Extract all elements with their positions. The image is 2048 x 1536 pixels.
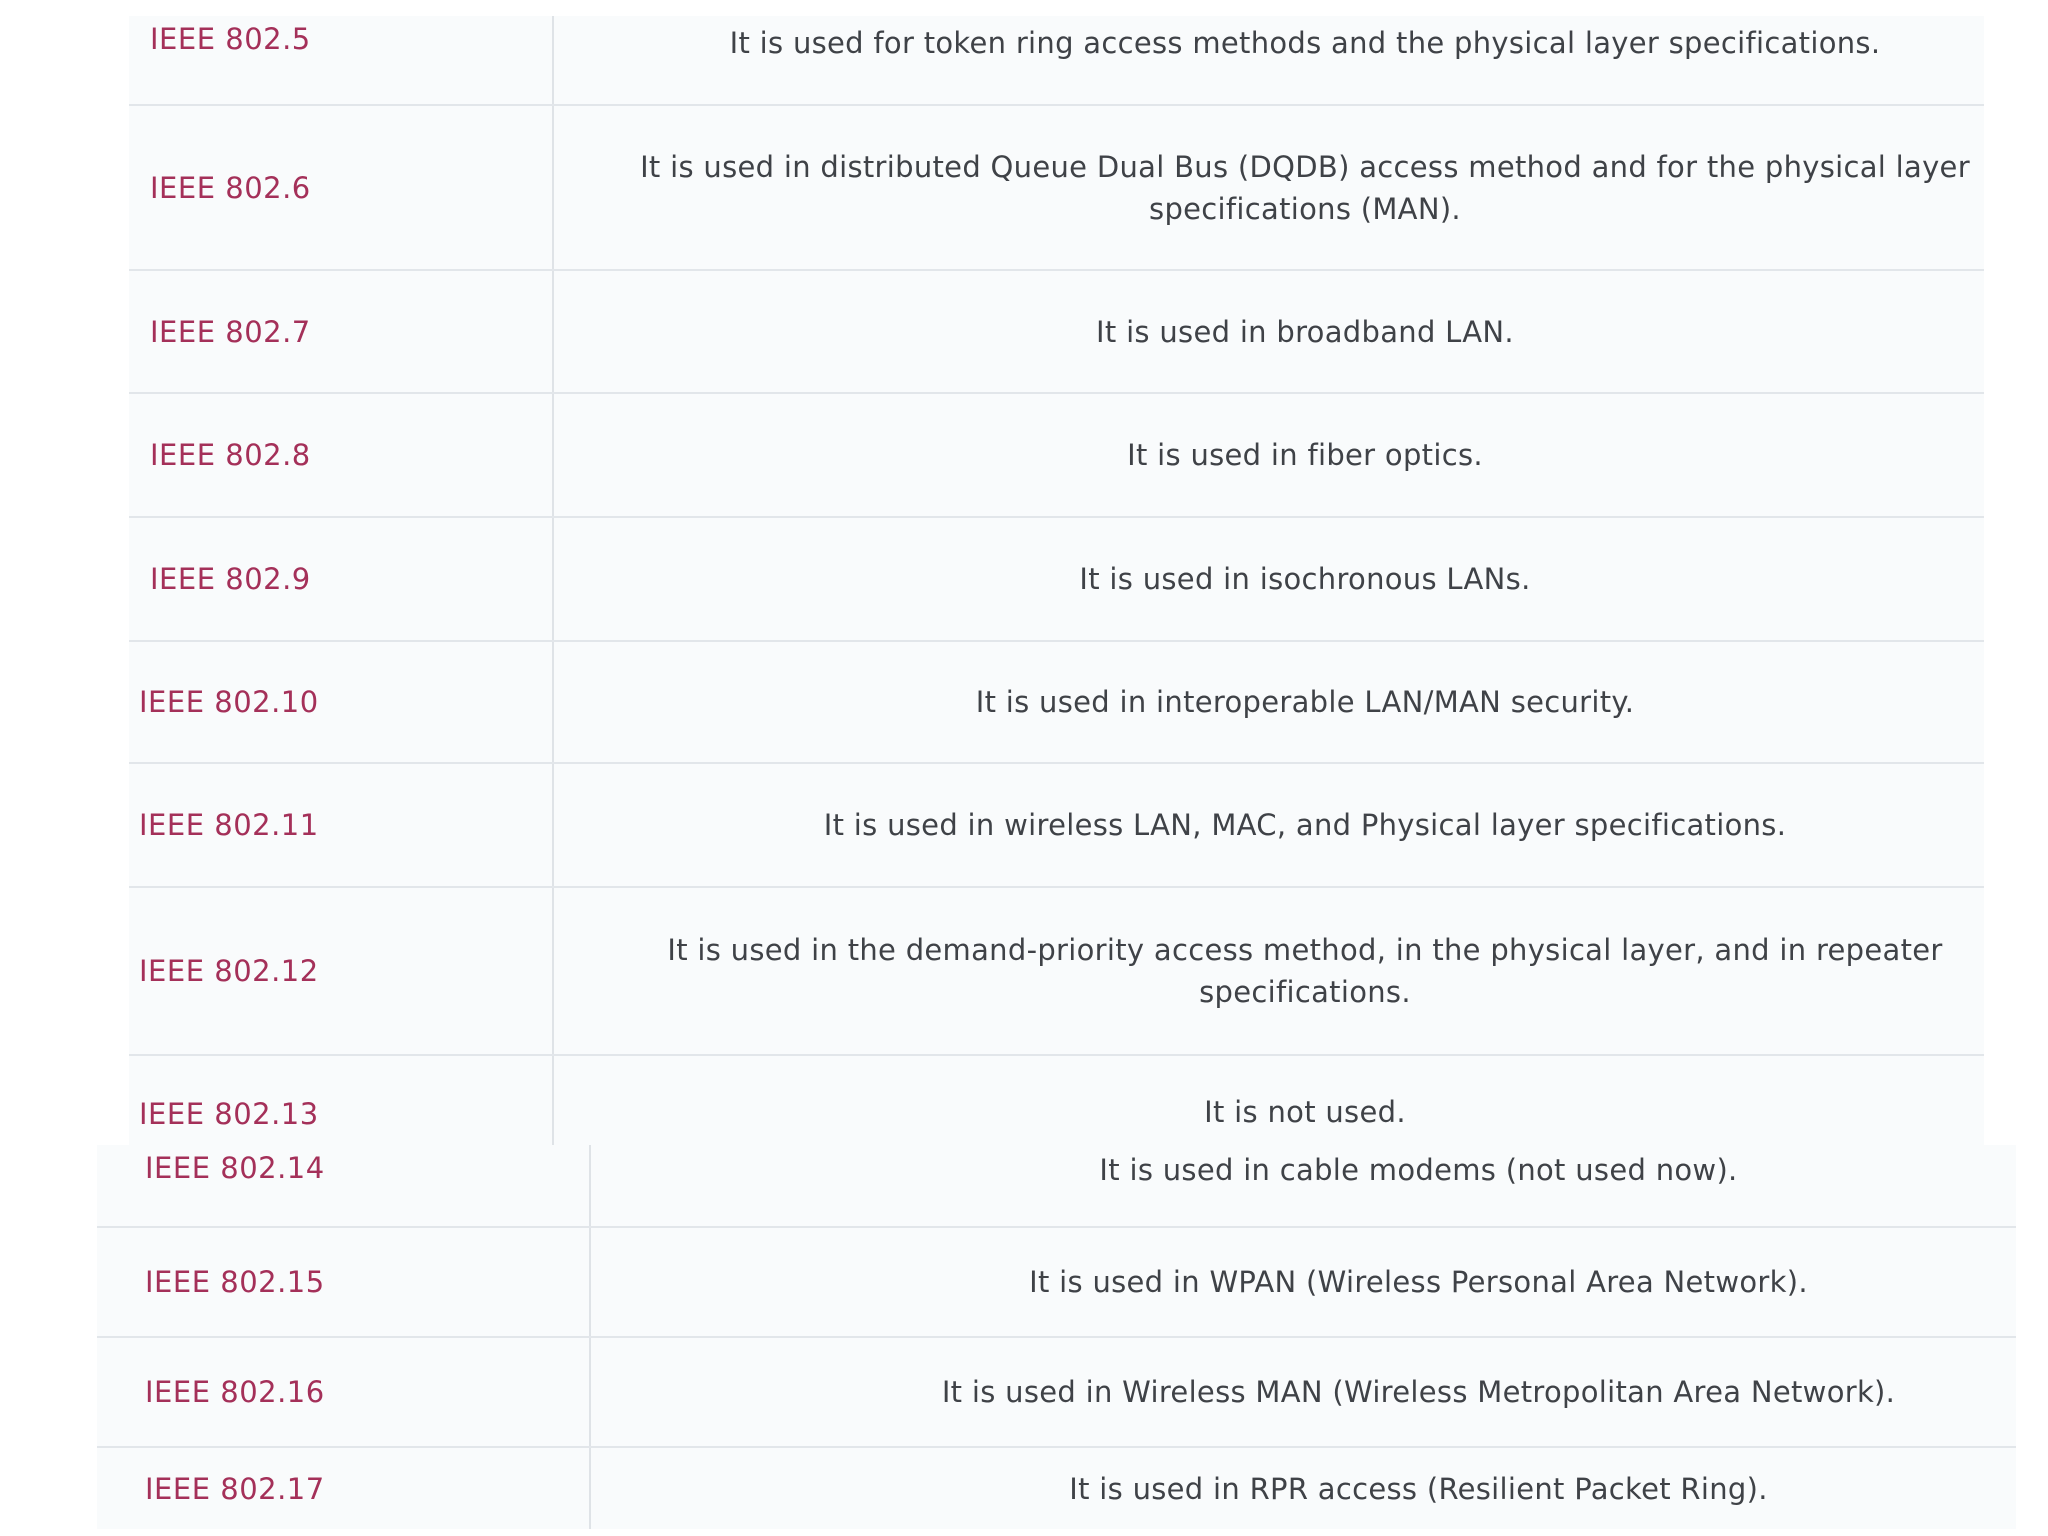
standard-name: IEEE 802.16 (97, 1338, 591, 1446)
standard-name: IEEE 802.9 (129, 518, 554, 640)
standard-description: It is used in the demand-priority access method, in the physical layer, and in repeater specifications. (667, 933, 1943, 1009)
table-row (97, 1448, 2016, 1529)
standard-name: IEEE 802.13 (129, 1056, 554, 1145)
standard-description: It is used in WPAN (Wireless Personal Area Network). (1029, 1265, 1808, 1299)
table-row (97, 1228, 2016, 1338)
table-row (129, 1056, 1984, 1145)
standard-name: IEEE 802.17 (97, 1448, 591, 1529)
table-row (129, 271, 1984, 394)
ieee-standards-table-upper (129, 16, 1984, 1145)
standard-description: It is used in Wireless MAN (Wireless Metropolitan Area Network). (941, 1375, 1896, 1409)
standard-name: IEEE 802.6 (129, 106, 554, 269)
table-row (129, 394, 1984, 518)
standard-name: IEEE 802.11 (129, 764, 554, 886)
standard-name: IEEE 802.7 (129, 271, 554, 392)
table-row (97, 1145, 2016, 1228)
ieee-standards-table-lower (97, 1145, 2016, 1529)
standard-name: IEEE 802.12 (129, 888, 554, 1054)
standard-name: IEEE 802.8 (129, 394, 554, 516)
table-row (129, 518, 1984, 642)
table-row (129, 888, 1984, 1056)
standard-description: It is used in isochronous LANs. (1079, 562, 1531, 596)
standard-name: IEEE 802.15 (97, 1228, 591, 1336)
standard-description: It is used in interoperable LAN/MAN security. (975, 685, 1635, 719)
standard-name: IEEE 802.5 (129, 16, 554, 104)
standard-name: IEEE 802.10 (129, 642, 554, 762)
standard-description: It is not used. (1204, 1095, 1406, 1129)
standard-name: IEEE 802.14 (97, 1145, 591, 1226)
standard-description: It is used for token ring access methods and the physical layer specifications. (729, 26, 1881, 60)
table-row (129, 16, 1984, 106)
standard-description: It is used in broadband LAN. (1096, 314, 1514, 349)
standard-description: It is used in wireless LAN, MAC, and Physical layer specifications. (823, 808, 1787, 842)
table-row (129, 642, 1984, 764)
table-row (129, 764, 1984, 888)
standard-description: It is used in RPR access (Resilient Packet Ring). (1069, 1471, 1768, 1506)
standard-description: It is used in cable modems (not used now). (1099, 1153, 1738, 1187)
table-row (97, 1338, 2016, 1448)
table-row (129, 106, 1984, 271)
standard-description: It is used in fiber optics. (1127, 438, 1483, 472)
standard-description: It is used in distributed Queue Dual Bus (DQDB) access method and for the physical layer specifications (MAN). (640, 149, 1970, 226)
